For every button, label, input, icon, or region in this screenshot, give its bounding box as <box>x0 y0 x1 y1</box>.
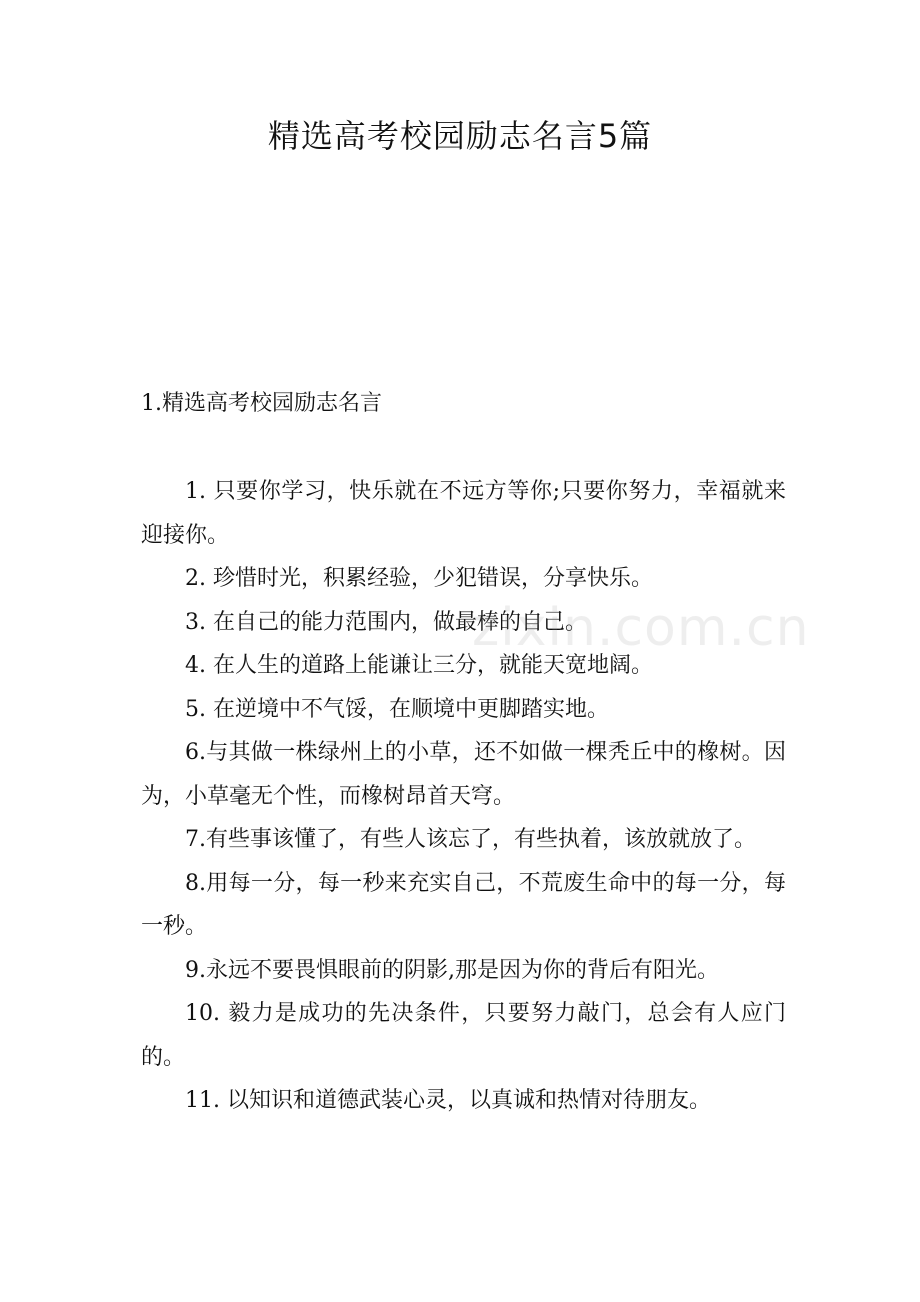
quote-paragraph-1: 1. 只要你学习，快乐就在不远方等你;只要你努力，幸福就来迎接你。 <box>141 479 786 548</box>
quote-paragraph-10: 10. 毅力是成功的先决条件，只要努力敲门，总会有人应门的。 <box>141 1001 786 1070</box>
quote-paragraph-4: 4. 在人生的道路上能谦让三分，就能天宽地阔。 <box>185 653 653 678</box>
quote-paragraph-11: 11. 以知识和道德武装心灵，以真诚和热情对待朋友。 <box>185 1088 711 1113</box>
quote-paragraph-3: 3. 在自己的能力范围内，做最棒的自己。 <box>185 609 587 635</box>
document-title: 精选高考校园励志名言5篇 <box>267 117 653 155</box>
quote-paragraph-7: 7.有些事该懂了，有些人该忘了，有些执着，该放就放了。 <box>185 827 756 852</box>
watermark: zixin.com.cn <box>472 598 810 658</box>
quote-paragraph-6: 6.与其做一株绿州上的小草，还不如做一棵秃丘中的橡树。因为，小草毫无个性，而橡树昂首天穹。 <box>141 740 786 809</box>
quote-paragraph-2: 2. 珍惜时光，积累经验，少犯错误，分享快乐。 <box>185 566 653 591</box>
quote-list <box>141 470 786 1123</box>
quote-paragraph-8: 8.用每一分，每一秒来充实自己，不荒废生命中的每一分，每一秒。 <box>141 870 786 939</box>
section-heading: 1.精选高考校园励志名言 <box>141 391 382 416</box>
quote-paragraph-5: 5. 在逆境中不气馁，在顺境中更脚踏实地。 <box>185 696 609 722</box>
quote-paragraph-9: 9.永远不要畏惧眼前的阴影,那是因为你的背后有阳光。 <box>185 957 719 983</box>
